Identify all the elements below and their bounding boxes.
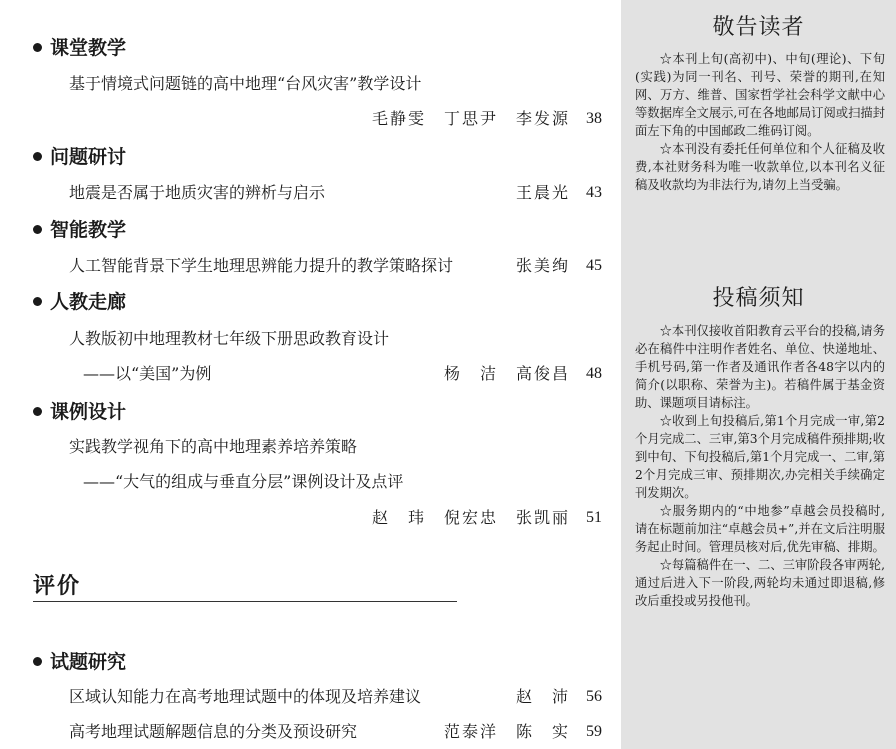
article-authors: 毛静雯 丁思尹 李发源 (371, 109, 570, 128)
notice-paragraph: ☆本刊没有委托任何单位和个人征稿及收费,本社财务科为唯一收款单位,以本刊名义征稿及收款均为非法行为,请勿上当受骗。 (635, 142, 885, 192)
notice-body (635, 50, 885, 194)
evaluation-divider (33, 601, 457, 602)
article-authors: 张美绚 (515, 256, 570, 275)
article-authors: 范泰洋 陈 实 (443, 722, 570, 741)
article-subtitle: ——以“美国”为例 (83, 364, 212, 383)
section-heading-classroom: 课堂教学 (33, 37, 126, 59)
article-title[interactable]: 人教版初中地理教材七年级下册思政教育设计 (69, 329, 390, 348)
article-page: 51 (586, 509, 602, 526)
evaluation-heading: 评价 (33, 574, 82, 599)
submission-body (635, 322, 885, 610)
article-authors: 杨 洁 高俊昌 (443, 364, 570, 383)
submission-paragraph: ☆每篇稿件在一、二、三审阶段各审两轮,通过后进入下一阶段,两轮均未通过即退稿,修改后重投或另投他刊。 (635, 558, 885, 608)
notice-paragraph: ☆本刊上旬(高初中)、中旬(理论)、下旬(实践)为同一刊名、刊号、荣誉的期刊,在知网、万方、维普、国家哲学社会科学文献中心等数据库全文展示,可在各地邮局订阅或扫描封面左下角的中国邮政二维码订阅。 (635, 52, 885, 138)
article-page: 45 (586, 257, 602, 274)
article-authors: 王晨光 (515, 183, 570, 202)
submission-paragraph: ☆本刊仅接收首阳教育云平台的投稿,请务必在稿件中注明作者姓名、单位、快递地址、手机号码,第一作者及通讯作者各48字以内的简介(以职称、荣誉为主)。若稿件属于基金资助、课题项目请标注。 (635, 324, 885, 410)
submission-paragraph: ☆服务期内的“中地参”卓越会员投稿时,请在标题前加注“卓越会员+”,并在文后注明服务起止时间。管理员核对后,优先审稿、排期。 (635, 504, 885, 554)
bullet-icon (33, 297, 42, 306)
bullet-icon (33, 43, 42, 52)
article-page: 48 (586, 365, 602, 382)
article-title[interactable]: 基于情境式问题链的高中地理“台风灾害”教学设计 (69, 74, 422, 93)
article-authors: 赵 沛 (515, 687, 570, 706)
article-title[interactable]: 高考地理试题解题信息的分类及预设研究 (69, 722, 358, 741)
bullet-icon (33, 657, 42, 666)
submission-paragraph: ☆收到上旬投稿后,第1个月完成一审,第2个月完成二、三审,第3个月完成稿件预排期;收到中旬、下旬投稿后,第1个月完成一、二审,第2个月完成三审、预排期次,办完相关手续确定刊发期次。 (635, 414, 885, 500)
article-title[interactable]: 区域认知能力在高考地理试题中的体现及培养建议 (69, 687, 422, 706)
section-heading-exam-research: 试题研究 (33, 651, 126, 673)
article-title[interactable]: 实践教学视角下的高中地理素养培养策略 (69, 437, 358, 456)
article-title[interactable]: 人工智能背景下学生地理思辨能力提升的教学策略探讨 (69, 256, 454, 275)
article-subtitle: ——“大气的组成与垂直分层”课例设计及点评 (83, 472, 404, 491)
bullet-icon (33, 225, 42, 234)
section-heading-problem-discussion: 问题研讨 (33, 146, 126, 168)
article-page: 59 (586, 723, 602, 740)
section-heading-lesson-design: 课例设计 (33, 401, 126, 423)
submission-title: 投稿须知 (712, 286, 805, 311)
article-title[interactable]: 地震是否属于地质灾害的辨析与启示 (69, 183, 326, 202)
notice-panel (621, 0, 896, 749)
notice-title: 敬告读者 (712, 15, 805, 40)
article-page: 38 (586, 110, 602, 127)
article-page: 56 (586, 688, 602, 705)
section-heading-pep-corridor: 人教走廊 (33, 291, 126, 313)
article-page: 43 (586, 184, 602, 201)
bullet-icon (33, 152, 42, 161)
section-heading-smart-teaching: 智能教学 (33, 219, 126, 241)
article-authors: 赵 玮 倪宏忠 张凯丽 (371, 508, 570, 527)
bullet-icon (33, 407, 42, 416)
